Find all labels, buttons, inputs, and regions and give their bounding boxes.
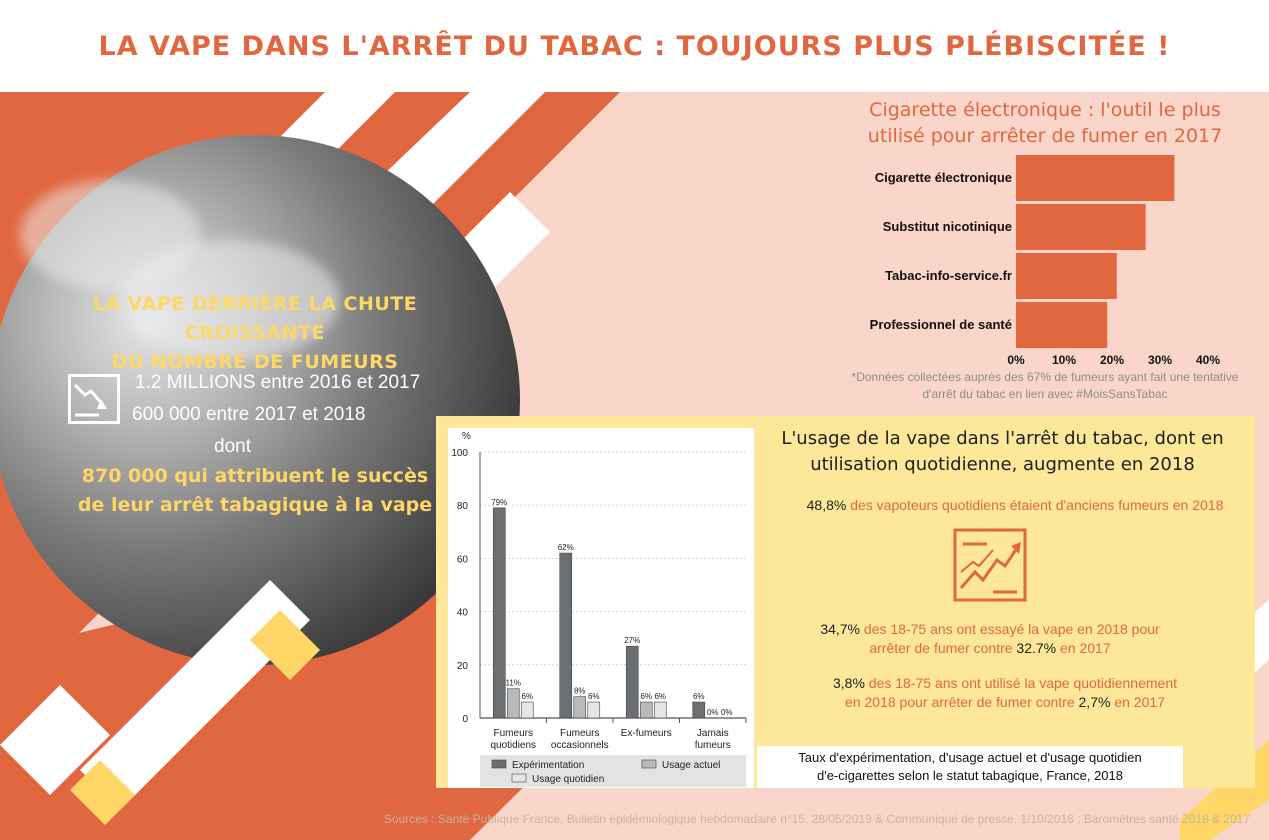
category-label: Fumeurs (493, 728, 533, 739)
bar (560, 553, 572, 718)
stat-2: 600 000 entre 2017 et 2018 (132, 404, 366, 425)
stat-text: en 2017 (1110, 694, 1165, 710)
y-tick-label: 20 (456, 660, 468, 672)
bar (588, 702, 600, 718)
stat-text: des 18-75 ans ont utilisé la vape quotidiennement (864, 675, 1178, 691)
stat-text: en 2017 (1056, 640, 1111, 656)
stat-text: des 18-75 ans ont essayé la vape en 2018 pour (860, 621, 1160, 637)
category-label: Cigarette électronique (874, 170, 1012, 185)
category-label: Ex-fumeurs (620, 728, 672, 739)
legend-swatch (642, 760, 656, 768)
data-label: 6% (654, 692, 667, 702)
x-tick-label: 40% (1195, 353, 1221, 367)
data-label: 6% (521, 692, 534, 702)
x-tick-label: 10% (1051, 353, 1077, 367)
category-label: Jamais (696, 728, 729, 739)
caption-line-2: d'e-cigarettes selon le statut tabagique, France, 2018 (816, 768, 1123, 783)
bar (640, 702, 652, 718)
panel-title: L'usage de la vape dans l'arrêt du tabac, dont en utilisation quotidienne, augmente en 2018 (781, 428, 1224, 475)
data-label: 27% (624, 636, 641, 646)
y-axis-title: % (462, 431, 471, 442)
headline-line-2: DU NOMBRE DE FUMEURS (111, 351, 399, 373)
bar (1016, 204, 1146, 250)
bar (493, 508, 505, 718)
category-label: Fumeurs (560, 728, 600, 739)
chart1-footnote: *Données collectées auprès des 67% de fumeurs ayant fait une tentative d'arrêt du tabac en lien avec #MoisSansTabac (851, 370, 1239, 401)
stat-value: 34,7% (820, 621, 861, 637)
bar (507, 689, 519, 718)
stat-value: 3,8% (832, 675, 865, 691)
y-tick-label: 40 (456, 607, 468, 619)
data-label: 62% (557, 543, 574, 553)
bar (1016, 302, 1107, 348)
bar (1016, 155, 1174, 201)
highlight-line-2: de leur arrêt tabagique à la vape (77, 494, 433, 516)
chart-up-icon (953, 528, 1027, 602)
x-tick-label: 20% (1099, 353, 1125, 367)
highlight-line-1: 870 000 qui attribuent le succès (81, 465, 429, 487)
data-label: 6% (640, 692, 653, 702)
x-tick-label: 30% (1147, 353, 1173, 367)
vbar-chart (448, 428, 754, 788)
data-label: 0% (706, 708, 719, 717)
data-label: 11% (505, 678, 521, 688)
stat-text: arrêter de fumer contre (869, 640, 1017, 656)
data-label: 8% (573, 686, 586, 696)
chart1-title: Cigarette électronique : l'outil le plus utilisé pour arrêter de fumer en 2017 (867, 99, 1223, 147)
panel-stat-2 (760, 620, 1220, 658)
category-label: Professionnel de santé (869, 317, 1012, 332)
left-headline (20, 290, 490, 377)
stat-value: 48,8% (806, 497, 847, 513)
stat-prev-value: 2,7% (1078, 694, 1111, 710)
bar (654, 702, 666, 718)
category-label: Substitut nicotinique (882, 219, 1012, 234)
left-highlight (20, 462, 490, 520)
legend-swatch (512, 774, 526, 782)
category-label: fumeurs (694, 740, 731, 751)
x-tick-label: 0% (1007, 353, 1025, 367)
bar (521, 702, 533, 718)
data-label: 6% (587, 692, 600, 702)
data-label: 6% (692, 692, 705, 702)
y-tick-label: 80 (456, 501, 468, 513)
stat-1: 1.2 MILLIONS entre 2016 et 2017 (135, 372, 421, 393)
stat-prev-value: 32.7% (1016, 640, 1057, 656)
legend-swatch (492, 760, 506, 768)
legend-label: Expérimentation (512, 760, 585, 771)
bar (693, 702, 705, 718)
bar (626, 646, 638, 718)
page-title: LA VAPE DANS L'ARRÊT DU TABAC : TOUJOURS PLUS PLÉBISCITÉE ! (98, 30, 1171, 62)
caption-line-1: Taux d'expérimentation, d'usage actuel et d'usage quotidien (798, 750, 1142, 765)
panel-stat-1 (770, 496, 1260, 515)
y-tick-label: 60 (456, 554, 468, 566)
category-label: occasionnels (550, 740, 609, 751)
legend-label: Usage quotidien (532, 774, 605, 785)
y-tick-label: 100 (451, 448, 468, 459)
data-label: 79% (491, 497, 508, 507)
chart-down-icon (68, 374, 120, 424)
category-label: Tabac-info-service.fr (885, 268, 1012, 283)
panel-stat-3 (760, 674, 1250, 712)
bar (1016, 253, 1117, 299)
stat-text: des vapoteurs quotidiens étaient d'anciens fumeurs en 2018 (846, 497, 1224, 513)
legend-label: Usage actuel (662, 760, 721, 771)
data-label: 0% (720, 708, 733, 717)
hbar-chart (840, 150, 1240, 370)
stat-text: en 2018 pour arrêter de fumer contre (845, 694, 1079, 710)
category-label: quotidiens (490, 740, 537, 751)
headline-line-1: LA VAPE DERRIÈRE LA CHUTE CROISSANTE (92, 293, 418, 344)
sources: Sources : Santé Publique France, Bulletin épidémiologique hebdomadaire n°15, 28/05/2019 & Communiqué de presse, 1/10/2018 ; Baromètres santé 2018 & 2017 (383, 812, 1250, 826)
bar (574, 697, 586, 718)
connector-text: dont (214, 436, 251, 457)
figure-caption (757, 746, 1183, 788)
y-tick-label: 0 (462, 714, 468, 725)
